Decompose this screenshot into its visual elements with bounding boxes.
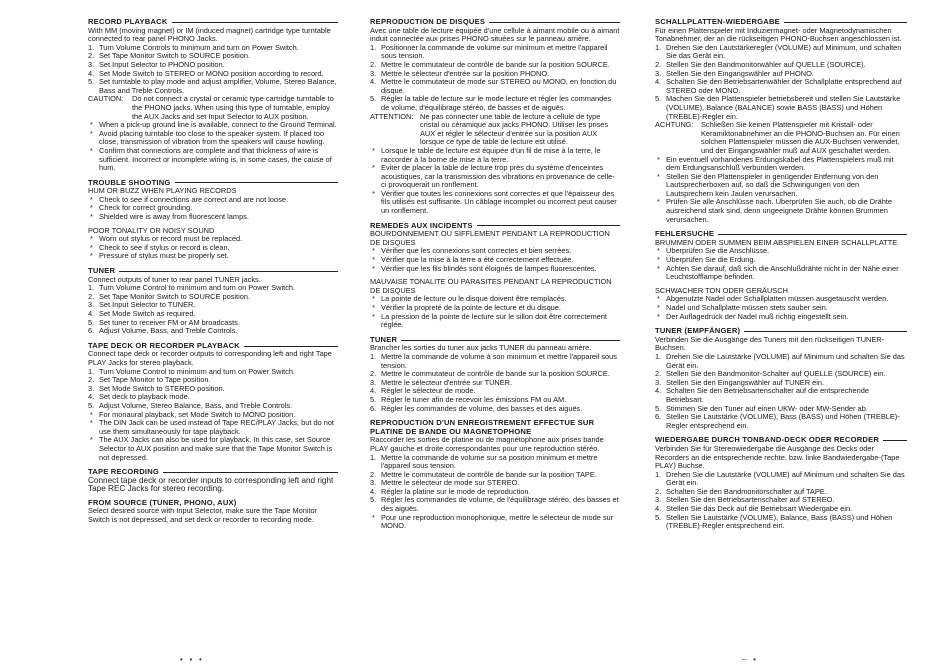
item-text: For monaural playback, set Mode Switch to MONO position. <box>99 409 296 419</box>
item-text: Eviter de placer la table de lecture trop près du système d'enceintes acoustiques, car la transmission des vibrations en provenance de celle-ci provoquerait un ronflement. <box>381 163 615 190</box>
step-number: 2. <box>370 469 377 479</box>
item-text: Vérifier que les connexions sont correctes et bien serrées. <box>381 246 572 256</box>
step-number: 3. <box>655 495 662 505</box>
step-number: 5. <box>370 495 377 505</box>
bullet-item <box>370 265 620 274</box>
item-text: Turn Volume Control to minimum and turn on Power Switch. <box>99 366 296 376</box>
hum-bullets <box>88 196 338 222</box>
bullet-marker: * <box>90 234 93 244</box>
item-text: Stellen Sie Lautstärke (VOLUME), Bass (BASS) und Höhen (TREBLE)-Regler entsprechend ein. <box>666 412 900 430</box>
bullet-marker: * <box>372 263 375 273</box>
step-number: 5. <box>655 403 662 413</box>
item-text: Vérifier la propreté de la pointe de lecture et du disque. <box>381 303 561 312</box>
numbered-step <box>655 44 907 61</box>
step-number: 1. <box>370 452 377 462</box>
step-number: 4. <box>370 77 377 87</box>
mauvaise-bullets <box>370 295 620 329</box>
step-number: 4. <box>655 77 662 87</box>
step-number: 2. <box>655 486 662 496</box>
numbered-step <box>88 78 338 95</box>
step-number: 6. <box>370 403 377 413</box>
schall-intro: Für einen Plattenspieler mit Induziermagnet- oder Magnetodynamischen Tonabnehmer, der an die rückseitigen PHONO-Buchsen angeschlossen ist. <box>655 25 902 44</box>
item-text: Stellen Sie den Bandmonitorwähler auf QUELLE (SOURCE). <box>666 59 866 69</box>
item-text: Mettre la commande de volume sur sa position minimum et mettre l'appareil sous tension. <box>381 452 598 471</box>
bullet-marker: * <box>90 145 93 155</box>
item-text: Régler les commandes de volume, des basses et des aiguës. <box>381 403 583 413</box>
item-text: La pression de la pointe de lecture sur le sillon doit être correctement réglée. <box>381 311 607 330</box>
bullet-marker: * <box>372 145 375 155</box>
bullet-marker: * <box>657 294 660 304</box>
item-text: Abgenutzte Nadel oder Schallplatten müssen ausgetauscht werden. <box>666 294 889 304</box>
bullet-item <box>370 313 620 330</box>
item-text: Stimmen Sie den Tuner auf einen UKW- oder MW-Sender ab. <box>666 403 868 413</box>
item-text: Stellen Sie den Betriebsartenschalter auf STEREO. <box>666 495 835 505</box>
heading-record-playback: RECORD PLAYBACK <box>88 18 338 27</box>
item-text: Mettre le commutateur de contrôle de bande sur la position TAPE. <box>381 469 597 479</box>
wieder-intro: Verbinden Sie für Stereowiedergabe die Ausgänge des Decks oder Recorders an die entsprechende rechte, bzw. linke Bandwiedergabe-(Tape PLAY) Buchse. <box>655 443 900 471</box>
step-number: 1. <box>655 42 662 52</box>
item-text: Pressure of stylus must be properly set. <box>99 251 229 261</box>
numbered-step <box>370 496 620 513</box>
item-text: Mettre la commande de volume à son minimum et mettre l'appareil sous tension. <box>381 351 617 370</box>
step-number: 4. <box>370 386 377 396</box>
item-text: Schalten Sie den Betriebsartenwähler der Schallplatte entsprechend auf STEREO oder MONO. <box>666 77 902 95</box>
repro-bullets <box>370 147 620 216</box>
item-text: Nadel und Schallplatte müssen stets sauber sein. <box>666 303 828 312</box>
footer-mark-right: – • <box>742 655 756 664</box>
from-source-title: FROM SOURCE (TUNER, PHONO, AUX) <box>88 497 237 507</box>
bullet-marker: * <box>657 246 660 256</box>
item-text: Adjust Volume, Stereo Balance, Bass, and Treble Controls. <box>99 400 293 410</box>
heading-wiedergabe: WIEDERGABE DURCH TONBAND-DECK ODER RECORDER <box>655 436 907 445</box>
taperec-text: Connect tape deck or recorder inputs to corresponding left and right Tape REC Jacks for stereo recording. <box>88 475 334 494</box>
heading-tape-recording: TAPE RECORDING <box>88 468 338 477</box>
step-number: 5. <box>88 77 95 87</box>
bullet-item <box>370 147 620 164</box>
item-text: Vérifier que toutes les connexions sont correctes et que l'épaisseur des fils utilisés est suffisante. Un câblage incomplet ou incorrect peut causer un ronflement. <box>381 188 617 216</box>
item-text: Ein eventuell vorhandenes Erdungskabel des Plattenspielers muß mit dem Erdungsanschluß verbunden werden. <box>666 154 894 173</box>
bullet-marker: * <box>90 212 93 222</box>
record-bullets <box>88 121 338 173</box>
schall-bullets <box>655 156 907 225</box>
schwacher-bullets <box>655 295 907 321</box>
achtung-note <box>655 121 907 155</box>
heading-tape-playback: TAPE DECK OR RECORDER PLAYBACK <box>88 342 338 351</box>
attention-label: ATTENTION: <box>370 111 414 121</box>
tape-steps <box>88 368 338 411</box>
step-number: 3. <box>88 59 95 69</box>
item-text: Überprüfen Sie die Erdung. <box>666 255 756 265</box>
repro-steps <box>370 44 620 113</box>
item-text: Drehen Sie den Lautstärkeregler (VOLUME) auf Minimum, und schalten Sie das Gerät ein. <box>666 42 902 61</box>
bullet-marker: * <box>90 251 93 261</box>
step-number: 1. <box>88 283 95 293</box>
heading-tuner: TUNER <box>88 267 338 276</box>
record-intro: With MM (moving magnet) or IM (induced magnet) cartridge type turntable connected to rear panel PHONO Jacks. <box>88 25 331 44</box>
heading-enregistrement: REPRODUCTION D'UN ENREGISTREMENT EFFECTUE SUR PLATINE DE BANDE OU MAGNETOPHONE <box>370 418 595 436</box>
item-text: Pour une reproduction monophonique, mettre le sélecteur de mode sur MONO. <box>381 512 614 531</box>
numbered-step <box>655 413 907 430</box>
bourdonnement-bullets <box>370 247 620 273</box>
caution-text: Do not connect a crystal or ceramic type cartridge turntable to the PHONO jacks. When using this type of turntable, employ the AUX Jacks and set Input Selector to AUX position. <box>132 94 334 121</box>
tuner-steps-fr <box>370 353 620 413</box>
item-text: Régler les commandes de volume, de l'équilibrage stéréo, des basses et des aiguës. <box>381 495 619 514</box>
item-text: Régler le sélecteur de mode. <box>381 386 476 396</box>
item-text: Stellen Sie den Bandmonitor-Schalter auf QUELLE (SOURCE) ein. <box>666 369 886 379</box>
tape-intro: Connect tape deck or recorder outputs to corresponding left and right Tape PLAY Jacks for stereo playback. <box>88 349 332 367</box>
item-text: Confirm that connections are complete and that thickness of wire is sufficient. Incorrect or incomplete wiring is, in some cases, the cause of hum. <box>99 145 332 173</box>
bullet-marker: * <box>90 409 93 419</box>
english-column <box>88 18 338 525</box>
item-text: Stellen Sie das Deck auf die Betriebsart Wiedergabe ein. <box>666 504 853 514</box>
step-number: 3. <box>655 377 662 387</box>
tuner-intro: Connect outputs of tuner to rear panel TUNER jacks. <box>88 274 261 284</box>
numbered-step <box>655 353 907 370</box>
item-text: Régler le tuner afin de recevoir les émissions FM ou AM. <box>381 394 567 404</box>
heading-reproduction-disques: REPRODUCTION DE DISQUES <box>370 18 620 27</box>
from-source-text: Select desired source with Input Selector, make sure the Tape Monitor Switch is not depressed, and set deck or recorder to recording mode. <box>88 506 318 525</box>
item-text: La pointe de lecture ou le disque doivent être remplacés. <box>381 294 567 304</box>
step-number: 3. <box>370 377 377 387</box>
item-text: Mettre le commutateur de contrôle de bande sur la position SOURCE. <box>381 369 610 379</box>
item-text: Prüfen Sie alle Anschlüsse nach. Überprüfen Sie auch, ob die Drähte ausreichend stark sind, denn ungeeignete Drähte können Brummen verursachen. <box>666 197 892 224</box>
step-number: 4. <box>88 392 95 402</box>
bullet-marker: * <box>657 154 660 164</box>
german-column <box>655 18 907 531</box>
bullet-marker: * <box>90 194 93 204</box>
schwacher-title: SCHWACHER TON ODER GERÄUSCH <box>655 285 788 295</box>
poor-title: POOR TONALITY OR NOISY SOUND <box>88 225 215 235</box>
bullet-item <box>88 419 338 436</box>
schall-steps <box>655 44 907 121</box>
step-number: 1. <box>655 351 662 361</box>
item-text: Set Tape Monitor Switch to SOURCE position. <box>99 291 251 301</box>
numbered-step <box>655 387 907 404</box>
bullet-marker: * <box>372 255 375 265</box>
item-text: Check to see if stylus or record is clean. <box>99 242 230 252</box>
item-text: Régler la table de lecture sur le mode lecture et régler les commandes de volume, d'équilibrage stéréo, de basses et de aiguës. <box>381 94 612 112</box>
item-text: Schalten Sie den Bandmonitorschalter auf TAPE. <box>666 486 827 496</box>
heading-remedes: REMEDES AUX INCIDENTS <box>370 222 620 231</box>
item-text: Turn Volume Controls to minimum and turn on Power Switch. <box>99 42 299 52</box>
step-number: 3. <box>655 68 662 78</box>
item-text: Drehen Sie die Lautstärke (VOLUME) auf Minimum und schalten Sie das Gerät ein. <box>666 351 905 370</box>
bullet-marker: * <box>372 294 375 304</box>
step-number: 1. <box>88 366 95 376</box>
bourdonnement-title: BOURDONNEMENT OU SIFFLEMENT PENDANT LA REPRODUCTION DE DISQUES <box>370 229 610 247</box>
item-text: Set Input Selector to TUNER. <box>99 300 196 310</box>
enreg-intro: Raccorder les sorties de platine ou de magnétophone aux prises bande PLAY gauche et droite correspondantes pour une reproduction stéréo. <box>370 435 604 453</box>
item-text: Drehen Sie die Lautstärke (VOLUME) auf Minimum und schalten Sie das Gerät ein. <box>666 469 905 488</box>
heading-trouble-shooting: TROUBLE SHOOTING <box>88 179 338 188</box>
step-number: 2. <box>88 291 95 301</box>
numbered-step <box>370 78 620 95</box>
item-text: Set deck to playback mode. <box>99 392 190 402</box>
tuner-steps <box>88 284 338 336</box>
bullet-marker: * <box>372 311 375 321</box>
numbered-step <box>655 78 907 95</box>
step-number: 6. <box>655 412 662 422</box>
item-text: Mettre le commutateur de mode sur STEREO ou MONO, en fonction du disque. <box>381 77 617 95</box>
item-text: Vérifier que les fils blindés sont éloignés de lampes fluorescentes. <box>381 263 597 273</box>
item-text: Mettre le commutateur de contrôle de bande sur la position SOURCE. <box>381 59 610 69</box>
heading-tuner-fr: TUNER <box>370 336 620 345</box>
bullet-marker: * <box>372 303 375 312</box>
item-text: Check to see if connections are correct and are not loose. <box>99 194 288 204</box>
item-text: Überprüfen Sie die Anschlüsse. <box>666 246 770 256</box>
numbered-step <box>655 471 907 488</box>
item-text: Stellen Sie den Plattenspieler in genügender Entfernung von den Lautsprecherboxen auf, so daß die Schwingungen von den Lautsprechern kein Jaulen verursachen. <box>666 171 879 198</box>
bullet-item <box>655 265 907 282</box>
bullet-marker: * <box>90 418 93 428</box>
tuner-intro-de: Verbinden Sie die Ausgänge des Tuners mit den rückseitigen TUNER-Buchsen. <box>655 334 885 353</box>
bullet-item <box>88 213 338 222</box>
wieder-steps <box>655 471 907 531</box>
step-number: 5. <box>88 400 95 410</box>
achtung-text: Schließen Sie keinen Plattenspieler mit Kristall- oder Keramiktonabnehmer an die PHONO-Buchsen an. Für einen solchen Plattenspieler müssen die AUX-Buchsen verwendet, und der Eingangswähler muß auf AUX geschaltet werden. <box>701 120 900 155</box>
step-number: 4. <box>655 504 662 514</box>
bullet-marker: * <box>372 512 375 522</box>
enreg-bullets <box>370 514 620 531</box>
item-text: Check for correct grounding. <box>99 203 193 213</box>
bullet-marker: * <box>90 242 93 252</box>
bullet-marker: * <box>372 188 375 198</box>
brummen-title: BRUMMEN ODER SUMMEN BEIM ABSPIELEN EINER SCHALLPLATTE <box>655 237 898 247</box>
step-number: 2. <box>88 51 95 61</box>
bullet-item <box>655 313 907 322</box>
item-text: Avoid placing turntable too close to the speaker system. If placed too close, transmission of vibration from the speakers will cause howling. <box>99 128 325 147</box>
item-text: Turn Volume Control to minimum and turn on Power Switch. <box>99 283 296 293</box>
bullet-marker: * <box>657 303 660 312</box>
bullet-marker: * <box>372 163 375 173</box>
bullet-item <box>655 156 907 173</box>
item-text: Der Auflagedruck der Nadel muß richtig eingestellt sein. <box>666 311 849 321</box>
step-number: 4. <box>88 309 95 318</box>
bullet-marker: * <box>90 120 93 130</box>
item-text: Set Tape Monitor to Tape position. <box>99 375 211 385</box>
heading-fehlersuche: FEHLERSUCHE <box>655 230 907 239</box>
numbered-step <box>370 353 620 370</box>
caution-label: CAUTION: <box>88 94 124 104</box>
heading-schallplatten: SCHALLPLATTEN-WIEDERGABE <box>655 18 907 27</box>
item-text: Lorsque le table de lecture est équipée d'un fil de mise à la terre, le raccorder à la borne de mise à la terre. <box>381 145 601 164</box>
bullet-marker: * <box>657 311 660 321</box>
step-number: 2. <box>655 59 662 69</box>
step-number: 1. <box>370 42 377 52</box>
item-text: Set turntable to play mode and adjust amplifier, Volume, Stereo Balance, Bass and Treble Controls. <box>99 77 337 95</box>
attention-note <box>370 113 620 147</box>
item-text: Régler la platine sur le mode de reproduction. <box>381 486 531 496</box>
step-number: 2. <box>88 375 95 385</box>
item-text: Stellen Sie Lautstärke (VOLUME), Balance, Bass (BASS) und Höhen (TREBLE)-Regler entsprechend ein. <box>666 512 893 531</box>
item-text: Stellen Sie den Eingangswähler auf TUNER ein. <box>666 377 825 387</box>
step-number: 5. <box>655 512 662 522</box>
numbered-step <box>655 514 907 531</box>
numbered-step <box>370 95 620 112</box>
step-number: 5. <box>370 394 377 404</box>
tape-bullets <box>88 411 338 463</box>
item-text: Mettre le sélecteur de mode sur STEREO. <box>381 478 520 488</box>
item-text: Set Mode Switch as required. <box>99 309 196 318</box>
tuner-intro-fr: Brancher les sorties du tuner aux jacks TUNER du panneau arrière. <box>370 343 592 353</box>
step-number: 3. <box>88 383 95 393</box>
item-text: Mettre le sélecteur d'entrée sur TUNER. <box>381 377 513 387</box>
bullet-item <box>88 436 338 462</box>
bullet-item <box>370 514 620 531</box>
item-text: The AUX Jacks can also be used for playback. In this case, set Source Selector to AUX position and make sure that the Tape Monitor Switch is not depressed. <box>99 435 333 462</box>
brummen-bullets <box>655 247 907 281</box>
tuner-steps-de <box>655 353 907 430</box>
item-text: Worn out stylus or record must be replaced. <box>99 234 243 244</box>
numbered-step <box>370 405 620 414</box>
enreg-steps <box>370 454 620 514</box>
bullet-marker: * <box>657 255 660 265</box>
step-number: 1. <box>88 42 95 52</box>
item-text: Stellen Sie den Eingangswähler auf PHONO. <box>666 68 814 78</box>
numbered-step <box>655 95 907 121</box>
heading-tuner-de: TUNER (EMPFÄNGER) <box>655 327 907 336</box>
item-text: Set Mode Switch to STEREO position. <box>99 383 225 393</box>
step-number: 3. <box>370 68 377 78</box>
step-number: 1. <box>655 469 662 479</box>
numbered-step <box>370 454 620 471</box>
step-number: 1. <box>370 351 377 361</box>
step-number: 2. <box>370 59 377 69</box>
record-steps <box>88 44 338 96</box>
mauvaise-title: MAUVAISE TONALITE OU PARASITES PENDANT LA REPRODUCTION DE DISQUES <box>370 277 612 295</box>
bullet-marker: * <box>657 197 660 207</box>
footer-mark-left: • • • <box>180 655 202 664</box>
item-text: Mettre le sélecteur d'entrée sur la position PHONO. <box>381 68 550 78</box>
bullet-marker: * <box>657 171 660 181</box>
bullet-item <box>88 130 338 147</box>
item-text: Vérifier que la mise à la terre a été correctement effectuée. <box>381 255 574 265</box>
numbered-step <box>370 44 620 61</box>
bullet-item <box>655 173 907 199</box>
french-column <box>370 18 620 531</box>
attention-text: Ne pas connecter une table de lecture à cellule de type cristal ou céramique aux jacks PHONO. Utiliser les prises AUX et régler le sélecteur d'entrée sur la position AUX lorsque ce type de table de lecture est utilisé. <box>420 111 609 147</box>
item-text: Shielded wire is away from fluorescent lamps. <box>99 212 249 222</box>
item-text: Schalten Sie den Betriebsartenschalter auf die entsprechende Betriebsart. <box>666 386 869 404</box>
bullet-item <box>370 190 620 216</box>
item-text: Set tuner to receiver FM or AM broadcasts. <box>99 317 240 327</box>
step-number: 2. <box>655 369 662 379</box>
numbered-step <box>88 327 338 336</box>
step-number: 2. <box>370 369 377 379</box>
item-text: The DIN Jack can be used instead of Tape REC/PLAY Jacks, but do not use them simultaneously for tape playback. <box>99 418 334 436</box>
step-number: 4. <box>655 386 662 396</box>
poor-bullets <box>88 235 338 261</box>
achtung-label: ACHTUNG: <box>655 120 694 130</box>
step-number: 5. <box>88 317 95 327</box>
bullet-marker: * <box>90 128 93 138</box>
item-text: Set Input Selector to PHONO position. <box>99 59 225 69</box>
item-text: Achten Sie darauf, daß sich die Anschlußdrähte nicht in der Nähe einer Leuchtstofflampe befinden. <box>666 263 899 282</box>
item-text: Set Tape Monitor Switch to SOURCE position. <box>99 51 251 61</box>
item-text: Positionner la commande de volume sur minimum et mettre l'appareil sous tension. <box>381 42 608 61</box>
step-number: 3. <box>370 478 377 488</box>
step-number: 5. <box>370 94 377 104</box>
bullet-item <box>370 164 620 190</box>
bullet-item <box>88 147 338 173</box>
hum-title: HUM OR BUZZ WHEN PLAYING RECORDS <box>88 186 237 196</box>
item-text: Adjust Volume, Bass, and Treble Controls. <box>99 326 238 336</box>
caution-note <box>88 95 338 121</box>
bullet-item <box>88 252 338 261</box>
step-number: 5. <box>655 94 662 104</box>
item-text: Set Mode Switch to STEREO or MONO position according to record. <box>99 68 324 78</box>
step-number: 4. <box>370 486 377 496</box>
step-number: 3. <box>88 300 95 310</box>
bullet-marker: * <box>657 263 660 273</box>
step-number: 4. <box>88 68 95 78</box>
step-number: 6. <box>88 326 95 336</box>
bullet-item <box>655 198 907 224</box>
item-text: Machen Sie den Plattenspieler betriebsbereit und stellen Sie Lautstärke (VOLUME), Balance (BALANCE) sowie BASS (BASS) und Höhen (TREBLE)-Regler ein. <box>666 94 901 121</box>
bullet-marker: * <box>90 435 93 445</box>
repro-intro: Avec une table de lecture équipée d'une cellule à aimant mobile ou à aimant induit connectée aux prises PHONO situées sur le panneau arrière. <box>370 25 620 44</box>
item-text: When a pick-up ground line is available, connect to the Ground Terminal. <box>99 120 337 130</box>
bullet-marker: * <box>372 246 375 256</box>
bullet-marker: * <box>90 203 93 213</box>
